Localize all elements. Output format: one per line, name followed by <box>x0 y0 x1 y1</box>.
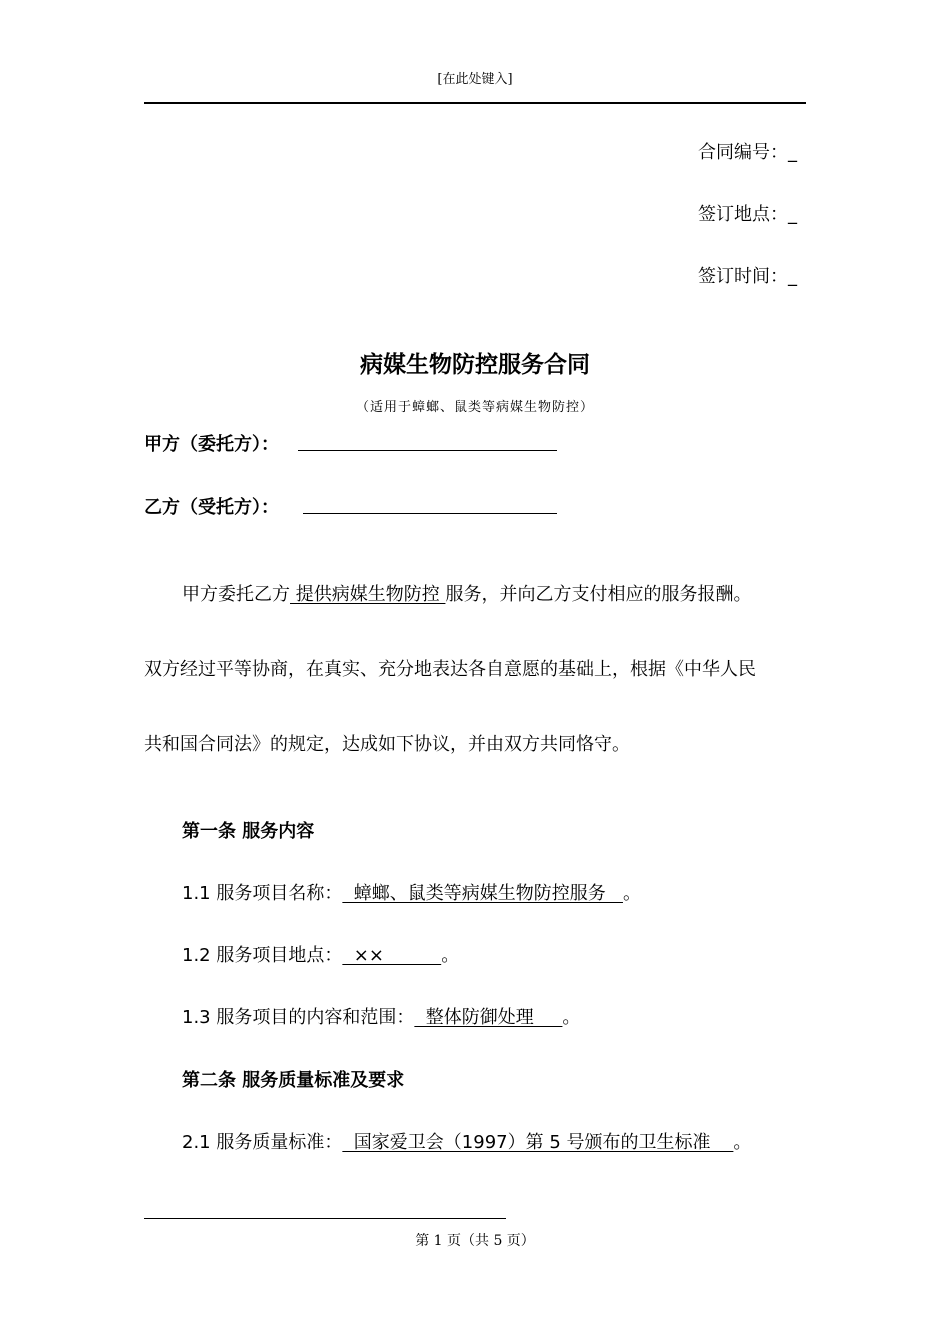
item-value: ×× <box>342 945 442 966</box>
item-end: 。 <box>622 883 641 904</box>
item-end: 。 <box>562 1007 581 1028</box>
page-footer: 第 1 页（共 5 页） <box>415 1233 535 1249</box>
item-label: 1.3 服务项目的内容和范围： <box>182 1007 415 1028</box>
document-title: 病媒生物防控服务合同 <box>360 352 590 378</box>
article-1-heading: 第一条 服务内容 <box>182 821 315 842</box>
intro-text: 服务，并向乙方支付相应的服务报酬。 <box>445 584 752 605</box>
party-a-label: 甲方（委托方）： <box>144 434 279 455</box>
item-end: 。 <box>733 1132 752 1153</box>
intro-line-2: 双方经过平等协商，在真实、充分地表达各自意愿的基础上，根据《中华人民 <box>144 659 756 680</box>
article-2-item-1 <box>182 1128 751 1154</box>
page-header: [在此处键入] <box>437 72 513 87</box>
party-b-blank <box>303 513 557 514</box>
intro-line-1 <box>182 580 751 606</box>
contract-number: 合同编号：_ <box>698 142 797 163</box>
intro-fill: 提供病媒生物防控 <box>290 584 446 605</box>
header-divider <box>144 102 806 104</box>
item-end: 。 <box>441 945 460 966</box>
document-subtitle: （适用于蟑螂、鼠类等病媒生物防控） <box>355 400 594 415</box>
article-1-item-2 <box>182 941 459 967</box>
sign-time: 签订时间：_ <box>698 266 797 287</box>
item-value: 国家爱卫会（1997）第 5 号颁布的卫生标准 <box>342 1132 734 1153</box>
article-1-item-3 <box>182 1003 580 1029</box>
item-label: 1.1 服务项目名称： <box>182 883 343 904</box>
article-2-heading: 第二条 服务质量标准及要求 <box>182 1070 405 1091</box>
party-a-blank <box>298 450 557 451</box>
footer-divider <box>144 1218 506 1219</box>
item-label: 2.1 服务质量标准： <box>182 1132 343 1153</box>
intro-text: 甲方委托乙方 <box>182 584 290 605</box>
item-label: 1.2 服务项目地点： <box>182 945 343 966</box>
item-value: 蟑螂、鼠类等病媒生物防控服务 <box>342 883 623 904</box>
sign-place: 签订地点：_ <box>698 204 797 225</box>
item-value: 整体防御处理 <box>414 1007 563 1028</box>
intro-line-3: 共和国合同法》的规定，达成如下协议，并由双方共同恪守。 <box>144 734 630 755</box>
party-b-label: 乙方（受托方）： <box>144 497 279 518</box>
article-1-item-1 <box>182 879 641 905</box>
